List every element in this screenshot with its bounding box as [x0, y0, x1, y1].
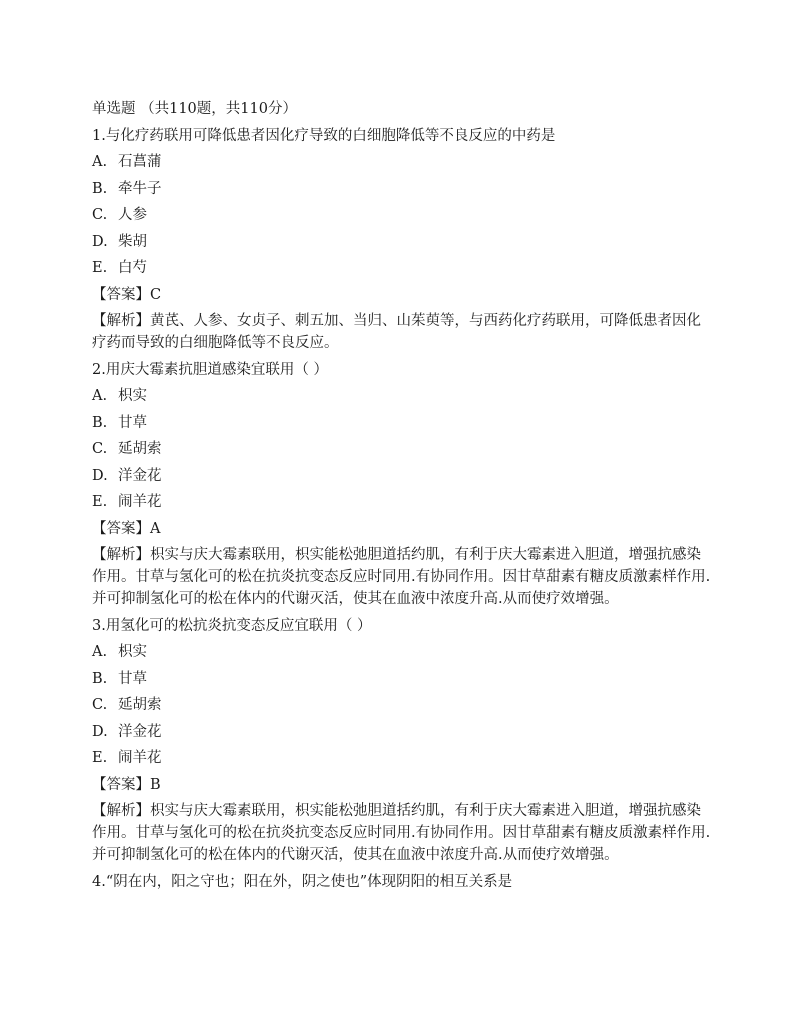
question-block	[92, 615, 712, 867]
option-a	[92, 151, 712, 173]
question-stem: 4.“阴在内，阳之守也；阳在外，阴之使也”体现阴阳的相互关系是	[92, 873, 513, 890]
option-letter: E.	[92, 494, 108, 510]
answer-line	[92, 518, 712, 540]
section-title: 单选题 （共110题，共110分）	[92, 101, 297, 117]
option-b	[92, 668, 712, 690]
option-a	[92, 385, 712, 407]
analysis-tag: 【解析】	[92, 547, 150, 563]
answer-line	[92, 284, 712, 306]
option-c	[92, 694, 712, 716]
option-letter: C.	[92, 207, 108, 223]
analysis-paragraph	[92, 800, 712, 866]
option-c	[92, 438, 712, 460]
option-e	[92, 257, 712, 279]
answer-line	[92, 774, 712, 796]
answer-tag: 【答案】	[92, 286, 150, 303]
option-letter: E.	[92, 260, 108, 276]
option-letter: E.	[92, 750, 108, 766]
option-letter: D.	[92, 233, 108, 250]
option-letter: B.	[92, 414, 108, 431]
option-e	[92, 491, 712, 513]
option-d	[92, 465, 712, 487]
option-d	[92, 721, 712, 743]
option-a	[92, 641, 712, 663]
answer-value: A	[150, 520, 161, 537]
option-text: 延胡索	[118, 441, 162, 457]
option-text: 洋金花	[118, 467, 162, 484]
option-letter: A.	[92, 388, 108, 404]
option-text: 枳实	[118, 644, 147, 660]
question-block	[92, 125, 712, 355]
analysis-text: 枳实与庆大霉素联用，枳实能松弛胆道括约肌，有利于庆大霉素进入胆道，增强抗感染作用。甘草与氢化可的松在抗炎抗变态反应时同用.有协同作用。因甘草甜素有糖皮质激素样作用.并可抑制氢化可的松在体内的代谢灭活，使其在血液中浓度升高.从而使疗效增强。	[92, 547, 711, 607]
option-letter: B.	[92, 670, 108, 687]
option-letter: C.	[92, 441, 108, 457]
exam-page	[92, 98, 712, 897]
option-letter: A.	[92, 644, 108, 660]
option-c	[92, 204, 712, 226]
option-text: 闹羊花	[118, 750, 162, 766]
option-letter: C.	[92, 697, 108, 713]
answer-tag: 【答案】	[92, 776, 150, 793]
option-letter: D.	[92, 467, 108, 484]
option-text: 牵牛子	[118, 180, 162, 197]
option-text: 柴胡	[118, 233, 147, 250]
option-letter: A.	[92, 154, 108, 170]
answer-value: B	[150, 776, 161, 793]
answer-tag: 【答案】	[92, 520, 150, 537]
analysis-tag: 【解析】	[92, 803, 150, 819]
option-text: 枳实	[118, 388, 147, 404]
option-b	[92, 178, 712, 200]
option-b	[92, 412, 712, 434]
option-letter: D.	[92, 723, 108, 740]
analysis-paragraph	[92, 544, 712, 610]
option-letter: B.	[92, 180, 108, 197]
analysis-text: 黄芪、人参、女贞子、刺五加、当归、山茱萸等，与西药化疗药联用，可降低患者因化疗药而导致的白细胞降低等不良反应。	[92, 313, 701, 351]
analysis-tag: 【解析】	[92, 313, 150, 329]
option-text: 洋金花	[118, 723, 162, 740]
analysis-text: 枳实与庆大霉素联用，枳实能松弛胆道括约肌，有利于庆大霉素进入胆道，增强抗感染作用。甘草与氢化可的松在抗炎抗变态反应时同用.有协同作用。因甘草甜素有糖皮质激素样作用.并可抑制氢化可的松在体内的代谢灭活，使其在血液中浓度升高.从而使疗效增强。	[92, 803, 711, 863]
question-stem: 3.用氢化可的松抗炎抗变态反应宜联用（ ）	[92, 617, 372, 634]
option-e	[92, 747, 712, 769]
answer-value: C	[150, 286, 162, 303]
question-stem: 2.用庆大霉素抗胆道感染宜联用（ ）	[92, 361, 328, 378]
option-text: 闹羊花	[118, 494, 162, 510]
option-d	[92, 231, 712, 253]
question-stem: 1.与化疗药联用可降低患者因化疗导致的白细胞降低等不良反应的中药是	[92, 127, 556, 144]
analysis-paragraph	[92, 310, 712, 354]
option-text: 石菖蒲	[118, 154, 162, 170]
option-text: 甘草	[118, 670, 147, 687]
option-text: 延胡索	[118, 697, 162, 713]
option-text: 甘草	[118, 414, 147, 431]
option-text: 白芍	[118, 260, 147, 276]
option-text: 人参	[118, 207, 147, 223]
question-block	[92, 359, 712, 611]
